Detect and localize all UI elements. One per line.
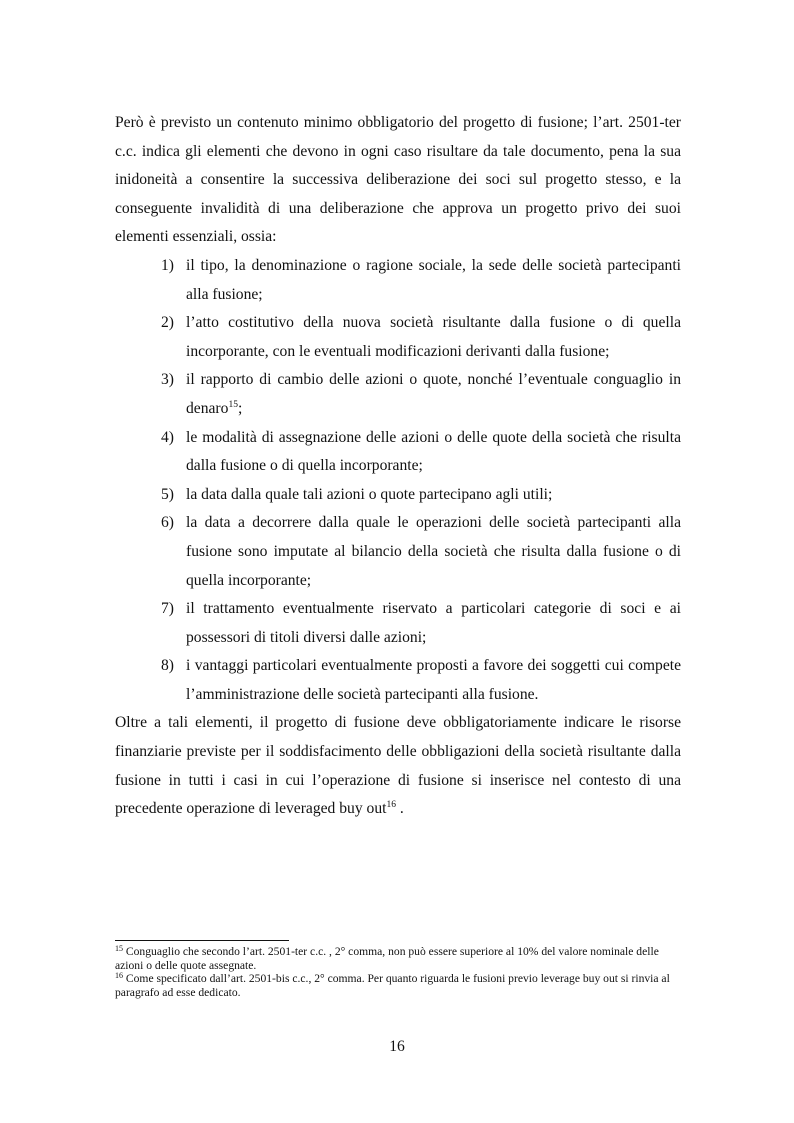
- list-item: [115, 252, 681, 309]
- list-item-number: 2): [161, 314, 174, 332]
- list-item-text: la data a decorrere dalla quale le operazioni delle società partecipanti alla fusione sono imputate al bilancio della società che risulta dalla fusione o di quella incorporante;: [186, 514, 681, 589]
- list-item-text: il rapporto di cambio delle azioni o quote, nonché l’eventuale conguaglio in denaro: [186, 371, 681, 417]
- list-item: [115, 309, 681, 366]
- main-text: [115, 109, 681, 824]
- footnote-number: 15: [115, 944, 123, 953]
- list-item-number: 6): [161, 514, 174, 532]
- footnote-text: Conguaglio che secondo l’art. 2501-ter c.c. , 2° comma, non può essere superiore al 10% del valore nominale delle azioni o delle quote assegnate.: [115, 945, 659, 972]
- list-item: [115, 424, 681, 481]
- list-item-number: 1): [161, 256, 174, 274]
- footnote-ref-16[interactable]: 16: [386, 800, 396, 811]
- intro-paragraph: Però è previsto un contenuto minimo obbligatorio del progetto di fusione; l’art. 2501-ter c.c. indica gli elementi che devono in ogni caso risultare da tale documento, pena la sua inidoneità a consentire la successiva deliberazione dei soci sul progetto stesso, e la conseguente invalidità di una deliberazione che approva un progetto privo dei suoi elementi essenziali, ossia:: [115, 114, 681, 246]
- list-item-number: 7): [161, 600, 174, 618]
- footnote-text: Come specificato dall’art. 2501-bis c.c., 2° comma. Per quanto riguarda le fusioni previo leverage buy out si rinvia al paragrafo ad esse dedicato.: [115, 972, 670, 999]
- list-item-text: la data dalla quale tali azioni o quote partecipano agli utili;: [186, 485, 553, 503]
- footnotes: [115, 945, 681, 999]
- footnote-separator: [115, 940, 289, 941]
- list-item: [115, 481, 681, 510]
- list-item-number: 4): [161, 428, 174, 446]
- closing-paragraph: [115, 709, 681, 823]
- list-item: [115, 595, 681, 652]
- closing-text-end: .: [395, 800, 404, 818]
- footnote-number: 16: [115, 971, 123, 980]
- list-item: [115, 366, 681, 423]
- list-item: [115, 652, 681, 709]
- list-item-text: l’atto costitutivo della nuova società risultante dalla fusione o di quella incorporante, con le eventuali modificazioni derivanti dalla fusione;: [186, 314, 681, 360]
- list-item-text: il trattamento eventualmente riservato a particolari categorie di soci e ai possessori di titoli diversi dalle azioni;: [186, 600, 681, 646]
- required-elements-list: [115, 252, 681, 710]
- footnote-ref-15[interactable]: 15: [228, 399, 238, 410]
- list-item-text-end: ;: [237, 399, 243, 417]
- list-item-text: le modalità di assegnazione delle azioni o delle quote della società che risulta dalla fusione o di quella incorporante;: [186, 428, 681, 475]
- list-item-number: 8): [161, 657, 174, 675]
- list-item-number: 3): [161, 371, 174, 389]
- list-item: [115, 509, 681, 595]
- list-item-text: il tipo, la denominazione o ragione sociale, la sede delle società partecipanti alla fusione;: [186, 256, 681, 303]
- footnote-16: [115, 972, 681, 999]
- list-item-text: i vantaggi particolari eventualmente proposti a favore dei soggetti cui compete l’amministrazione delle società partecipanti alla fusione.: [186, 657, 681, 703]
- closing-text: Oltre a tali elementi, il progetto di fusione deve obbligatoriamente indicare le risorse finanziarie previste per il soddisfacimento delle obbligazioni della società risultante dalla fusione in tutti i casi in cui l’operazione di fusione si inserisce nel contesto di una precedente operazione di leveraged buy out: [115, 714, 681, 818]
- footnote-15: [115, 945, 681, 972]
- list-item-number: 5): [161, 485, 174, 503]
- page-number: 16: [389, 1038, 405, 1055]
